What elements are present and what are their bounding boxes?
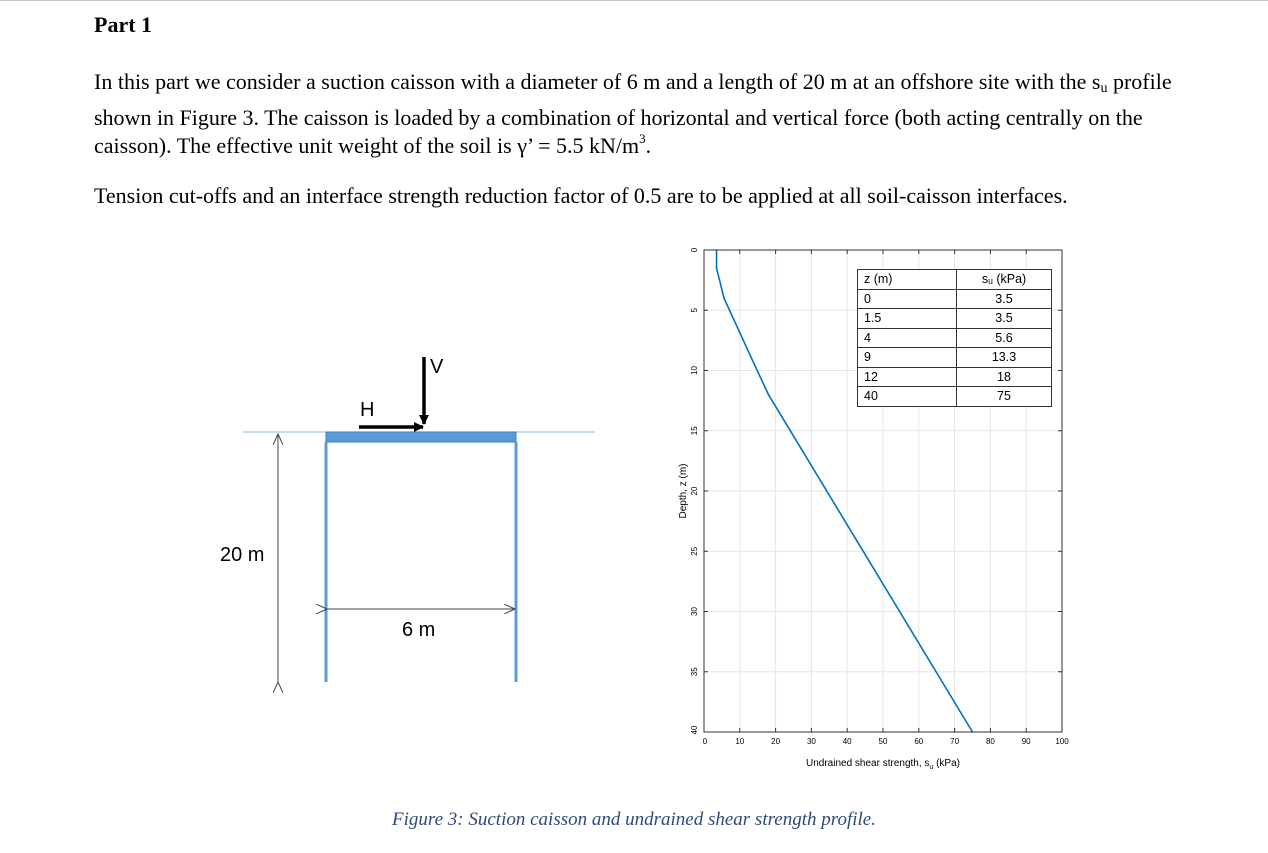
table-header-row [858,270,1052,290]
table-row [858,367,1052,387]
y-tick-label: 25 [690,546,699,556]
x-tick-label: 0 [702,737,708,746]
data-point [751,358,753,360]
table-header-su: sᵤ (kPa) [957,270,1052,290]
table-cell-z: 0 [858,289,957,309]
y-tick-label: 40 [690,725,699,735]
label-h: H [360,399,375,421]
table-cell-su: 18 [957,367,1052,387]
y-tick-label: 10 [690,366,699,375]
interface-paragraph: Tension cut-offs and an interface strength reduction factor of 0.5 are to be applied at all soil-caisson interfaces. [94,183,1068,208]
table-row [858,309,1052,329]
length-label: 20 m [220,544,265,566]
caisson-diagram [220,356,595,682]
x-tick-label: 50 [878,737,888,746]
section-heading: Part 1 [94,12,153,37]
table-cell-z: 12 [858,367,957,387]
y-tick-label: 30 [690,607,699,616]
caisson-lid [326,432,516,442]
table-row [858,328,1052,348]
table-cell-z: 40 [858,387,957,407]
table-cell-su: 3.5 [957,309,1052,329]
x-axis-title-unit: (kPa) [933,758,960,769]
table-cell-su: 5.6 [957,328,1052,348]
diameter-label: 6 m [402,619,436,641]
table-row [858,348,1052,368]
y-tick-label: 20 [690,486,699,496]
table-cell-su: 13.3 [957,348,1052,368]
figure-caption: Figure 3: Suction caisson and undrained shear strength profile. [392,809,876,830]
intro-text-a: In this part we consider a suction caisson with a diameter of 6 m and a length of 20 m at an offshore site with the s [94,69,1101,94]
intro-text-b: profile shown in Figure 3. The caisson is loaded by a combination of horizontal and vertical force (both acting centrally on the caisson). The effective unit weight of the soil is γ’ = 5.5 kN/m [94,69,1172,158]
table-cell-z: 9 [858,348,957,368]
y-tick-label: 15 [690,426,699,436]
data-point [768,394,770,396]
x-tick-label: 100 [1055,737,1069,746]
x-tick-label: 70 [950,737,960,746]
x-axis-title-sub: u [929,764,934,771]
table-cell-su: 75 [957,387,1052,407]
table-row [858,387,1052,407]
unit-superscript: 3 [639,131,646,146]
y-tick-label: 35 [690,667,699,677]
x-axis-title-main: Undrained shear strength, s [806,758,930,769]
data-point [723,297,725,299]
y-tick-label: 0 [690,247,699,253]
x-tick-label: 60 [914,737,924,746]
intro-text-c: . [645,133,652,158]
table-cell-z: 4 [858,328,957,348]
x-tick-label: 30 [806,737,816,746]
x-tick-label: 10 [735,737,745,746]
su-table [857,269,1052,407]
table-header-z: z (m) [858,270,957,290]
x-tick-label: 40 [842,737,852,746]
su-subscript: u [1100,81,1108,96]
table-cell-z: 1.5 [858,309,957,329]
x-tick-label: 80 [985,737,995,746]
x-tick-label: 20 [771,737,781,746]
table-row [858,289,1052,309]
data-point [716,267,718,269]
table-cell-su: 3.5 [957,289,1052,309]
label-v: V [430,356,444,378]
y-tick-label: 5 [690,308,699,313]
x-tick-label: 90 [1021,737,1031,746]
y-axis-title: Depth, z (m) [678,463,689,519]
x-axis-title [806,758,960,771]
